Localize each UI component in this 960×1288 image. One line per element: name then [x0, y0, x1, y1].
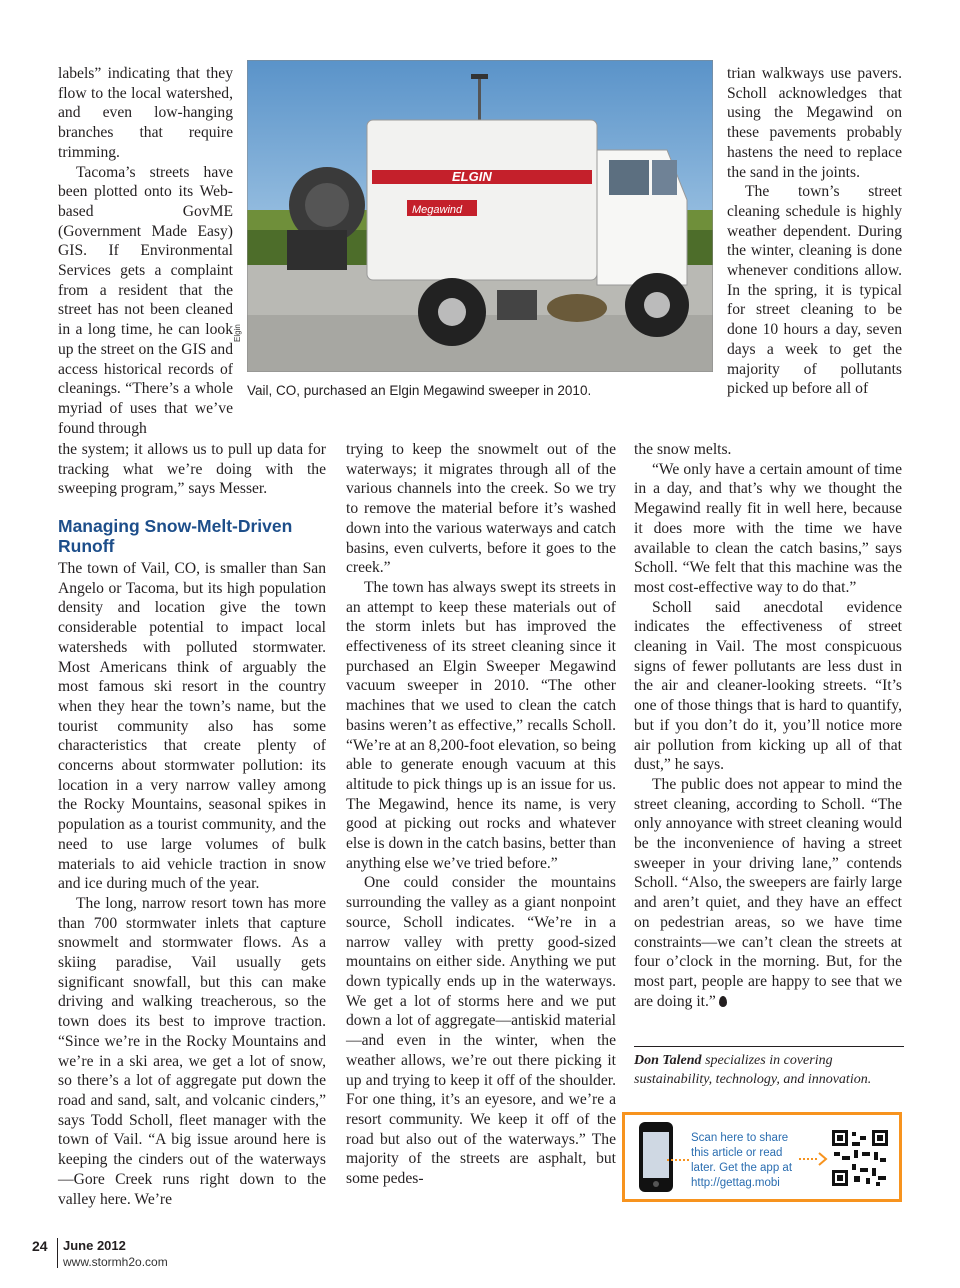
smartphone-icon [633, 1118, 693, 1198]
column-right-wrap [727, 64, 902, 399]
paragraph [634, 775, 902, 1011]
arrow-icon [799, 1149, 829, 1169]
model-label: Megawind [412, 204, 463, 216]
qr-code-icon[interactable] [830, 1128, 890, 1188]
paragraph: the system; it allows us to pull up data for tracking what we’re doing with the sweeping program,” says Messer. [58, 441, 326, 498]
sweeper-photo [247, 60, 713, 372]
water-drop-icon [719, 996, 727, 1007]
photo-caption: Vail, CO, purchased an Elgin Megawind sweeper in 2010. [247, 383, 592, 398]
column-b [346, 440, 616, 1189]
issue-date: June 2012 [63, 1238, 126, 1253]
column-a [58, 559, 326, 1209]
author-bio-text: specializes in covering sustainability, technology, and innovation. [634, 1053, 872, 1087]
paragraph: The town of Vail, CO, is smaller than San Angelo or Tacoma, but its high population density and location give the town considerable potential to impact local watersheds with polluted stormwater. Most Americans think of arguably the most famous ski resort in the country when they hear the town’s name, but the tourist community also has some characteristics that create plenty of concerns about stormwater pollution: its location in a very narrow valley among the Rocky Mountains, seasonal spikes in population as a tourist community, and the need to use large volumes of bulk materials to aid vehicle traction in snow and ice during much of the year. [58, 560, 326, 893]
brand-label: ELGIN [452, 169, 492, 184]
qr-share-box[interactable] [622, 1112, 902, 1202]
page-number: 24 [32, 1238, 48, 1254]
paragraph: “We only have a certain amount of time in a day, and that’s why we thought the Megawind really fit in well here, because it does more with the time we have available to clean the catch basins,” says Scholl. “We felt that this machine was the most cost-effective way to do that.” [634, 460, 902, 596]
paragraph: The long, narrow resort town has more than 700 stormwater inlets that capture snowmelt and stormwater flows. As a skiing paradise, Vail usually gets significant snowfall, but this can make driving and walking treacherous, so the town does its best to improve traction. “Since we’re in the Rocky Mountains and we’re in a ski area, we get a lot of snow, so there’s a lot of aggregate put down the road and sand, salt, and volcanic cinders,” says Todd Scholl, fleet manager with the town of Vail. “A big issue around here is keeping the cinders out of the waterways—Gore Creek runs right down to the valley here. We’re [58, 894, 326, 1208]
author-bio [634, 1046, 904, 1089]
photo-credit: Elgin [233, 324, 242, 342]
qr-instructions: Scan here to share this article or read later. Get the app at http://gettag.mobi [691, 1132, 793, 1189]
section-heading: Managing Snow-Melt-Driven Runoff [58, 516, 293, 556]
footer-divider [57, 1238, 58, 1268]
column-left-wrap [58, 64, 233, 438]
paragraph: The town’s street cleaning schedule is highly weather dependent. During the winter, cleaning is done whenever conditions allow. In the spring, it is typical for street cleaning to be done 10 hours a day, seven days a week to get the majority of pollutants picked up before all of [727, 183, 902, 398]
paragraph: labels” indicating that they flow to the local watershed, and even low-hanging branches that require trimming. [58, 65, 233, 161]
sweeper-illustration [247, 60, 713, 372]
paragraph: Tacoma’s streets have been plotted onto its Web-based GovME (Government Made Easy) GIS. If Environmental Services gets a complaint from a resident that the street has not been cleaned in a long time, he can look up the street on the GIS and access historical records of cleanings. “There’s a whole myriad of uses that we’ve found through [58, 163, 233, 437]
column-c [634, 440, 902, 1011]
paragraph: Scholl said anecdotal evidence indicates the effectiveness of street cleaning in Vail. The most conspicuous signs of fewer pollutants are less dust in the air and cleaner-looking streets. “It’s one of those things that is hard to quantify, but if you don’t do it, you’ll notice more air pollution from kicking up all of that dust,” he says. [634, 598, 902, 774]
paragraph-text: The public does not appear to mind the street cleaning, according to Scholl. “The only annoyance with street cleaning would be the inconvenience of having a street sweeper in your driving lane,” contends Scholl. “Also, the sweepers are fairly large and aren’t quiet, and they have an effect on pedestrian areas, so we have time constraints—we can’t clean the streets at four o’clock in the morning. But, for the most part, people are happy to see that we are doing it.” [634, 775, 902, 1010]
website-url[interactable]: www.stormh2o.com [63, 1255, 168, 1269]
paragraph: One could consider the mountains surrounding the valley as a giant nonpoint source, Scholl indicates. “We’re in a narrow valley with pretty good-sized mountains on either side. Anything we put down typically ends up in the waterways. We get a lot of storms here and we put down a lot of aggregate—antiskid material—and even in the winter, when the weather allows, we’re out there picking it up and trying to keep it off of the shoulder. For one thing, it’s an eyesore, and we’re a resort community. We keep it off of the road but also out of the waterways.” The majority of the streets are asphalt, but some pedes- [346, 874, 616, 1188]
paragraph: The town has always swept its streets in an attempt to keep these materials out of the storm inlets but has improved the effectiveness of its street cleaning since it purchased an Elgin Sweeper Megawind vacuum sweeper in 2010. “The other machines that we used to clean the catch basins weren’t as effective,” recalls Scholl. “We’re at an 8,200-foot elevation, so being able to generate enough vacuum at this altitude to pick things up is an issue for us. The Megawind, hence its name, is very good at picking out rocks and whatever else is down in the catch basins, better than anything else we’ve tried before.” [346, 578, 616, 872]
paragraph: the snow melts. [634, 441, 732, 458]
column-a-top [58, 440, 326, 499]
paragraph: trian walkways use pavers. Scholl acknowledges that using the Megawind on these pavements probably hastens the need to replace the sand in the joints. [727, 65, 902, 181]
author-name: Don Talend [634, 1053, 702, 1068]
paragraph: trying to keep the snowmelt out of the waterways; it migrates through all of the various channels into the creek. So we try to remove the material before it’s washed down into the various waterways and catch basins, even culverts, before it goes to the creek.” [346, 441, 616, 577]
